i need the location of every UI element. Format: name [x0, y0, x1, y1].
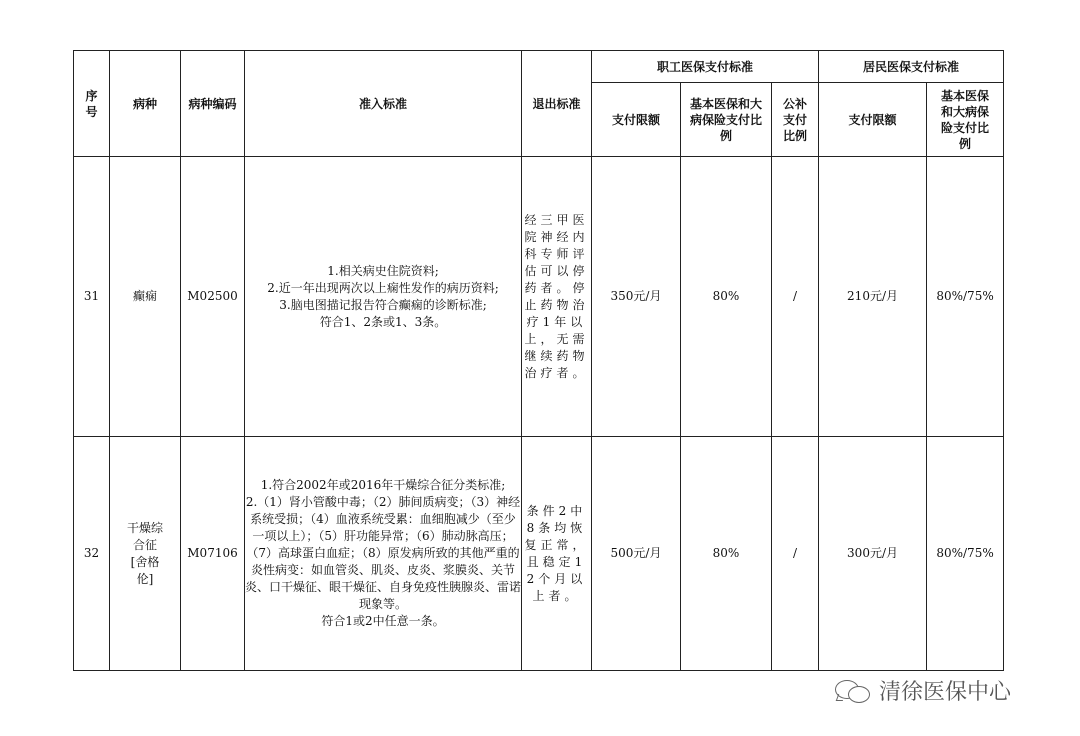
header-row-1 [74, 51, 1004, 83]
header-worker-limit: 支付限额 [592, 83, 681, 157]
header-resident-ratio: 基本医保和大病保险支付比例 [927, 83, 1004, 157]
entry-line: 2.近一年出现两次以上痫性发作的病历资料; [267, 280, 499, 295]
entry-line: 1.符合2002年或2016年干燥综合征分类标准; [260, 478, 506, 492]
row-worker-limit: 350元/月 [592, 157, 681, 437]
row-resident-ratio: 80%/75% [927, 437, 1004, 671]
row-exit-criteria: 经三甲医院神经内科专师评估可以停药者。停止药物治疗1年以上，无需继续药物治疗者。 [522, 157, 592, 437]
entry-line: 符合1或2中任意一条。 [321, 614, 445, 628]
row-disease: 癫痫 [110, 157, 181, 437]
entry-line: 1.相关病史住院资料; [327, 263, 439, 278]
row-entry-criteria [245, 437, 522, 671]
header-resident-limit: 支付限额 [819, 83, 927, 157]
wechat-icon [833, 676, 873, 704]
header-resident-group: 居民医保支付标准 [819, 51, 1004, 83]
row-resident-limit: 300元/月 [819, 437, 927, 671]
header-worker-group: 职工医保支付标准 [592, 51, 819, 83]
row-disease: 干燥综合征[舍格伦] [110, 437, 181, 671]
header-worker-ratio: 基本医保和大病保险支付比例 [681, 83, 772, 157]
header-exit-criteria: 退出标准 [522, 51, 592, 157]
header-code: 病种编码 [181, 51, 245, 157]
entry-line: 2.（1）肾小管酸中毒；（2）肺间质病变；（3）神经系统受损；（4）血液系统受累：血细胞减少（至少一项以上）；（5）肝功能异常；（6）肺动脉高压；（7）高球蛋白血症；（8）原发病所致的其他严重的炎性病变：如血管炎、肌炎、皮炎、浆膜炎、关节炎、口干燥征、眼干燥征、自身免疫性胰腺炎、雷诺现象等。 [245, 495, 522, 611]
row-entry-criteria [245, 157, 522, 437]
row-worker-public: / [772, 157, 819, 437]
row-worker-ratio: 80% [681, 437, 772, 671]
row-exit-criteria: 条件2中8条均恢复正常，且稳定12个月以上者。 [522, 437, 592, 671]
row-code: M07106 [181, 437, 245, 671]
header-disease: 病种 [110, 51, 181, 157]
watermark [833, 672, 1011, 708]
row-seq: 32 [74, 437, 110, 671]
header-worker-public: 公补支付比例 [772, 83, 819, 157]
table-row [74, 157, 1004, 437]
payment-standard-table [73, 50, 1004, 671]
entry-line: 符合1、2条或1、3条。 [319, 314, 447, 329]
row-seq: 31 [74, 157, 110, 437]
watermark-text: 清徐医保中心 [879, 679, 1012, 705]
row-worker-ratio: 80% [681, 157, 772, 437]
header-entry-criteria: 准入标准 [245, 51, 522, 157]
row-resident-limit: 210元/月 [819, 157, 927, 437]
entry-line: 3.脑电图描记报告符合癫痫的诊断标准; [279, 297, 487, 312]
header-seq: 序号 [74, 51, 110, 157]
row-code: M02500 [181, 157, 245, 437]
row-resident-ratio: 80%/75% [927, 157, 1004, 437]
table-row [74, 437, 1004, 671]
row-worker-limit: 500元/月 [592, 437, 681, 671]
row-worker-public: / [772, 437, 819, 671]
